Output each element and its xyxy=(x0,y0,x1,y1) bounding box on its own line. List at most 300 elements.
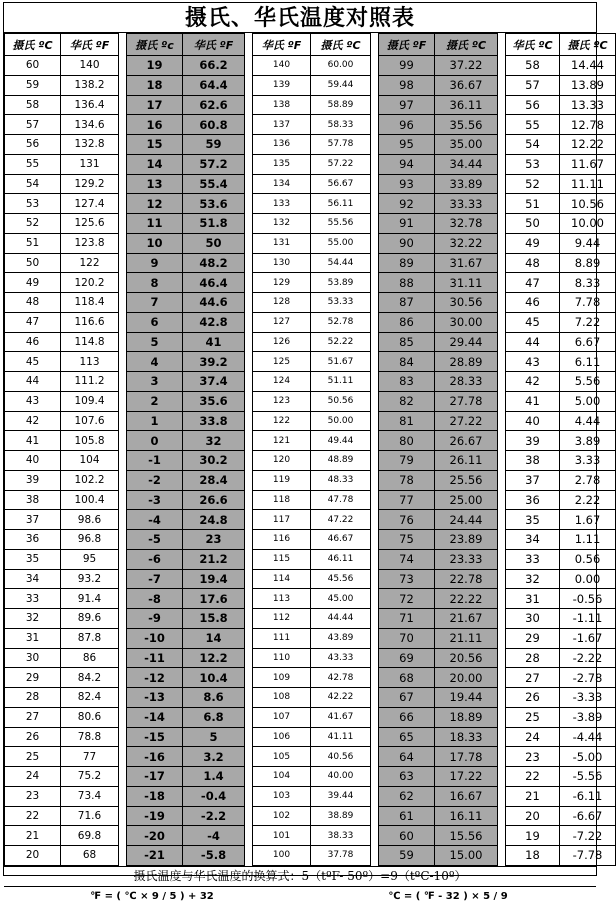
table-row xyxy=(5,451,616,471)
column-gap xyxy=(498,470,506,490)
table-cell: 56.67 xyxy=(311,174,371,194)
table-cell: 60 xyxy=(5,56,61,76)
table-cell: 30.2 xyxy=(183,451,245,471)
table-cell: 9 xyxy=(127,253,183,273)
table-cell: -6.67 xyxy=(560,806,616,826)
column-gap xyxy=(371,253,379,273)
table-cell: 61 xyxy=(379,806,435,826)
table-cell: 135 xyxy=(253,154,311,174)
column-gap xyxy=(245,451,253,471)
table-cell: 45.00 xyxy=(311,589,371,609)
column-gap xyxy=(498,154,506,174)
table-cell: 76 xyxy=(379,510,435,530)
column-header: 摄氏 ºF xyxy=(379,34,435,56)
table-cell: 0 xyxy=(127,431,183,451)
column-gap xyxy=(498,609,506,629)
table-cell: 2.22 xyxy=(560,490,616,510)
table-cell: 31.11 xyxy=(435,273,498,293)
column-gap xyxy=(371,56,379,76)
table-cell: 14 xyxy=(183,628,245,648)
table-cell: 140 xyxy=(61,56,119,76)
column-gap xyxy=(245,233,253,253)
table-cell: 59.44 xyxy=(311,75,371,95)
table-cell: 116.6 xyxy=(61,312,119,332)
table-cell: 22 xyxy=(506,767,560,787)
table-cell: 57 xyxy=(5,115,61,135)
column-gap xyxy=(245,312,253,332)
table-cell: 38.33 xyxy=(311,826,371,846)
column-gap xyxy=(245,549,253,569)
table-cell: 138 xyxy=(253,95,311,115)
table-row xyxy=(5,194,616,214)
column-gap xyxy=(245,727,253,747)
table-cell: 46.4 xyxy=(183,273,245,293)
table-row xyxy=(5,372,616,392)
table-cell: 27.78 xyxy=(435,391,498,411)
table-row xyxy=(5,174,616,194)
table-cell: 30.56 xyxy=(435,293,498,313)
column-gap xyxy=(119,470,127,490)
table-cell: 20 xyxy=(5,846,61,866)
table-row xyxy=(5,549,616,569)
column-gap xyxy=(245,767,253,787)
table-cell: -5.8 xyxy=(183,846,245,866)
formula-fahrenheit: ℉ = ( ℃ × 9 / 5 ) + 32 xyxy=(90,890,214,902)
table-cell: -2.78 xyxy=(560,668,616,688)
column-gap xyxy=(498,214,506,234)
table-row xyxy=(5,253,616,273)
column-gap xyxy=(245,135,253,155)
table-cell: 35 xyxy=(5,549,61,569)
table-cell: 33.89 xyxy=(435,174,498,194)
table-cell: -7.22 xyxy=(560,826,616,846)
table-cell: 46 xyxy=(506,293,560,313)
table-cell: 0.00 xyxy=(560,569,616,589)
column-gap xyxy=(371,470,379,490)
table-cell: 8.6 xyxy=(183,688,245,708)
table-cell: 53 xyxy=(506,154,560,174)
column-gap xyxy=(245,530,253,550)
table-cell: 52 xyxy=(506,174,560,194)
table-cell: 18 xyxy=(127,75,183,95)
column-gap xyxy=(498,826,506,846)
table-cell: 42 xyxy=(506,372,560,392)
column-gap xyxy=(119,451,127,471)
table-cell: -19 xyxy=(127,806,183,826)
table-cell: 11.67 xyxy=(560,154,616,174)
table-cell: 132.8 xyxy=(61,135,119,155)
table-row xyxy=(5,154,616,174)
table-cell: 73.4 xyxy=(61,786,119,806)
table-cell: 48 xyxy=(5,293,61,313)
table-row xyxy=(5,470,616,490)
table-cell: 39 xyxy=(5,470,61,490)
table-cell: 7.78 xyxy=(560,293,616,313)
table-cell: 43 xyxy=(506,352,560,372)
table-cell: 49 xyxy=(506,233,560,253)
table-cell: 131 xyxy=(61,154,119,174)
table-cell: 98.6 xyxy=(61,510,119,530)
column-gap xyxy=(119,628,127,648)
table-cell: 102 xyxy=(253,806,311,826)
table-cell: 11 xyxy=(127,214,183,234)
table-cell: 77 xyxy=(379,490,435,510)
table-cell: -6.11 xyxy=(560,786,616,806)
table-cell: 125.6 xyxy=(61,214,119,234)
table-cell: 48.33 xyxy=(311,470,371,490)
table-cell: 41.67 xyxy=(311,707,371,727)
table-cell: 46.11 xyxy=(311,549,371,569)
table-cell: 29 xyxy=(5,668,61,688)
column-gap xyxy=(245,846,253,866)
table-cell: 17.22 xyxy=(435,767,498,787)
table-cell: 10.00 xyxy=(560,214,616,234)
table-cell: -1 xyxy=(127,451,183,471)
table-cell: 120.2 xyxy=(61,273,119,293)
column-gap xyxy=(371,688,379,708)
table-cell: 84.2 xyxy=(61,668,119,688)
table-cell: 78.8 xyxy=(61,727,119,747)
table-cell: 60.00 xyxy=(311,56,371,76)
table-row xyxy=(5,332,616,352)
column-gap xyxy=(371,707,379,727)
table-cell: 67 xyxy=(379,688,435,708)
table-cell: 31 xyxy=(5,628,61,648)
table-cell: 8 xyxy=(127,273,183,293)
page-title: 摄氏、华氏温度对照表 xyxy=(4,3,596,33)
table-cell: 140 xyxy=(253,56,311,76)
column-gap xyxy=(498,411,506,431)
table-cell: 28 xyxy=(5,688,61,708)
table-row xyxy=(5,411,616,431)
table-cell: 28.89 xyxy=(435,352,498,372)
table-cell: -17 xyxy=(127,767,183,787)
table-cell: 33 xyxy=(5,589,61,609)
table-cell: 13.33 xyxy=(560,95,616,115)
table-cell: 57 xyxy=(506,75,560,95)
table-cell: 55.56 xyxy=(311,214,371,234)
table-cell: 20.56 xyxy=(435,648,498,668)
table-cell: 50.56 xyxy=(311,391,371,411)
table-cell: 138.2 xyxy=(61,75,119,95)
table-cell: -5 xyxy=(127,530,183,550)
column-gap xyxy=(119,312,127,332)
table-cell: 35.56 xyxy=(435,115,498,135)
table-cell: -1.11 xyxy=(560,609,616,629)
table-cell: 55 xyxy=(5,154,61,174)
column-gap xyxy=(498,767,506,787)
column-gap xyxy=(498,530,506,550)
column-gap xyxy=(371,589,379,609)
table-cell: 10 xyxy=(127,233,183,253)
table-cell: 19.4 xyxy=(183,569,245,589)
column-gap xyxy=(498,549,506,569)
table-cell: 53 xyxy=(5,194,61,214)
column-gap xyxy=(245,332,253,352)
formula-text: 摄氏温度与华氏温度的换算式：5（tºF- 50º）=9（tºC-10º） xyxy=(4,866,596,886)
column-gap xyxy=(498,352,506,372)
column-gap xyxy=(498,253,506,273)
table-cell: 58 xyxy=(506,56,560,76)
table-cell: 43.33 xyxy=(311,648,371,668)
column-gap xyxy=(119,846,127,866)
column-gap xyxy=(371,806,379,826)
table-cell: -10 xyxy=(127,628,183,648)
column-gap xyxy=(498,747,506,767)
column-gap xyxy=(371,332,379,352)
column-gap xyxy=(498,490,506,510)
table-cell: 15.8 xyxy=(183,609,245,629)
table-cell: 42.22 xyxy=(311,688,371,708)
column-gap xyxy=(245,391,253,411)
table-cell: 57.78 xyxy=(311,135,371,155)
table-cell: 46 xyxy=(5,332,61,352)
table-cell: 139 xyxy=(253,75,311,95)
column-gap xyxy=(119,668,127,688)
table-cell: -18 xyxy=(127,786,183,806)
table-cell: 134.6 xyxy=(61,115,119,135)
column-gap xyxy=(371,115,379,135)
table-cell: 98 xyxy=(379,75,435,95)
table-cell: 136.4 xyxy=(61,95,119,115)
table-cell: 37.78 xyxy=(311,846,371,866)
table-cell: 28 xyxy=(506,648,560,668)
table-cell: 18 xyxy=(506,846,560,866)
table-row xyxy=(5,826,616,846)
table-cell: 100.4 xyxy=(61,490,119,510)
column-gap xyxy=(119,727,127,747)
column-gap xyxy=(245,806,253,826)
table-cell: 107 xyxy=(253,707,311,727)
table-cell: -3.89 xyxy=(560,707,616,727)
table-cell: 47 xyxy=(5,312,61,332)
table-cell: 53.89 xyxy=(311,273,371,293)
table-row xyxy=(5,352,616,372)
table-cell: 5 xyxy=(127,332,183,352)
table-cell: 113 xyxy=(253,589,311,609)
table-cell: 40 xyxy=(5,451,61,471)
table-cell: 88 xyxy=(379,273,435,293)
table-cell: 52 xyxy=(5,214,61,234)
table-cell: 132 xyxy=(253,214,311,234)
table-cell: 109 xyxy=(253,668,311,688)
table-cell: 130 xyxy=(253,253,311,273)
table-cell: 63 xyxy=(379,767,435,787)
table-cell: 8.89 xyxy=(560,253,616,273)
table-cell: 4 xyxy=(127,352,183,372)
table-cell: 45.56 xyxy=(311,569,371,589)
table-cell: 18.89 xyxy=(435,707,498,727)
column-gap xyxy=(119,273,127,293)
table-cell: 1 xyxy=(127,411,183,431)
table-cell: 49 xyxy=(5,273,61,293)
column-gap xyxy=(498,688,506,708)
table-cell: 34 xyxy=(506,530,560,550)
table-cell: 23.89 xyxy=(435,530,498,550)
table-cell: 3.2 xyxy=(183,747,245,767)
table-cell: 36 xyxy=(5,530,61,550)
column-gap xyxy=(119,648,127,668)
table-cell: 12.78 xyxy=(560,115,616,135)
column-gap xyxy=(119,549,127,569)
table-cell: 41.11 xyxy=(311,727,371,747)
table-cell: 0.56 xyxy=(560,549,616,569)
table-cell: 1.67 xyxy=(560,510,616,530)
column-gap xyxy=(498,846,506,866)
table-cell: 33.8 xyxy=(183,411,245,431)
column-gap xyxy=(371,648,379,668)
column-gap xyxy=(119,826,127,846)
table-cell: 7 xyxy=(127,293,183,313)
table-cell: 95 xyxy=(379,135,435,155)
table-row xyxy=(5,727,616,747)
column-gap xyxy=(371,135,379,155)
table-cell: 12 xyxy=(127,194,183,214)
column-gap xyxy=(498,431,506,451)
table-cell: 46.67 xyxy=(311,530,371,550)
table-cell: 30 xyxy=(5,648,61,668)
table-cell: 38.89 xyxy=(311,806,371,826)
table-cell: -5.56 xyxy=(560,767,616,787)
table-cell: 64 xyxy=(379,747,435,767)
table-row xyxy=(5,75,616,95)
column-header: 华氏 ºF xyxy=(183,34,245,56)
table-cell: 52.78 xyxy=(311,312,371,332)
table-cell: 40.00 xyxy=(311,767,371,787)
table-cell: 36.11 xyxy=(435,95,498,115)
column-gap xyxy=(119,75,127,95)
column-gap xyxy=(245,431,253,451)
table-cell: 66 xyxy=(379,707,435,727)
table-cell: 56 xyxy=(5,135,61,155)
table-cell: 51 xyxy=(506,194,560,214)
column-gap xyxy=(498,332,506,352)
column-gap xyxy=(371,846,379,866)
table-row xyxy=(5,95,616,115)
table-cell: 56 xyxy=(506,95,560,115)
column-gap xyxy=(498,135,506,155)
table-cell: 123.8 xyxy=(61,233,119,253)
column-gap xyxy=(119,372,127,392)
column-gap xyxy=(245,648,253,668)
table-cell: 111 xyxy=(253,628,311,648)
table-cell: 14 xyxy=(127,154,183,174)
table-cell: -16 xyxy=(127,747,183,767)
column-header: 华氏 ºC xyxy=(506,34,560,56)
table-cell: -5.00 xyxy=(560,747,616,767)
table-cell: 64.4 xyxy=(183,75,245,95)
column-gap xyxy=(498,194,506,214)
table-cell: 80.6 xyxy=(61,707,119,727)
table-cell: 60 xyxy=(379,826,435,846)
table-cell: 83 xyxy=(379,372,435,392)
column-gap xyxy=(371,549,379,569)
column-gap xyxy=(119,352,127,372)
table-cell: 54 xyxy=(5,174,61,194)
table-cell: 80 xyxy=(379,431,435,451)
table-row xyxy=(5,609,616,629)
table-row xyxy=(5,668,616,688)
table-row xyxy=(5,648,616,668)
table-cell: 86 xyxy=(379,312,435,332)
table-cell: 105 xyxy=(253,747,311,767)
table-cell: 17 xyxy=(127,95,183,115)
table-cell: 6.8 xyxy=(183,707,245,727)
table-cell: 24 xyxy=(5,767,61,787)
table-cell: 93.2 xyxy=(61,569,119,589)
table-cell: -6 xyxy=(127,549,183,569)
table-cell: 58.33 xyxy=(311,115,371,135)
table-cell: 34 xyxy=(5,569,61,589)
column-gap xyxy=(371,431,379,451)
table-cell: 84 xyxy=(379,352,435,372)
table-cell: 50 xyxy=(5,253,61,273)
column-gap xyxy=(371,194,379,214)
table-cell: 68 xyxy=(61,846,119,866)
table-cell: 128 xyxy=(253,293,311,313)
table-cell: 89.6 xyxy=(61,609,119,629)
conversion-table xyxy=(4,33,616,866)
column-gap xyxy=(119,135,127,155)
table-cell: 39.2 xyxy=(183,352,245,372)
table-cell: 28.33 xyxy=(435,372,498,392)
table-cell: 21.2 xyxy=(183,549,245,569)
table-row xyxy=(5,490,616,510)
column-gap xyxy=(245,56,253,76)
table-cell: 42.8 xyxy=(183,312,245,332)
table-row xyxy=(5,115,616,135)
column-gap xyxy=(245,174,253,194)
header-row xyxy=(5,34,616,56)
table-cell: 36 xyxy=(506,490,560,510)
table-cell: 12.22 xyxy=(560,135,616,155)
table-cell: 24.44 xyxy=(435,510,498,530)
table-row xyxy=(5,589,616,609)
table-cell: 87.8 xyxy=(61,628,119,648)
table-row xyxy=(5,688,616,708)
table-cell: 33.33 xyxy=(435,194,498,214)
table-cell: -2 xyxy=(127,470,183,490)
table-cell: 40.56 xyxy=(311,747,371,767)
table-cell: 19 xyxy=(127,56,183,76)
column-gap xyxy=(498,233,506,253)
column-gap xyxy=(371,786,379,806)
table-row xyxy=(5,391,616,411)
table-cell: 48.2 xyxy=(183,253,245,273)
table-cell: 45 xyxy=(5,352,61,372)
table-cell: -11 xyxy=(127,648,183,668)
column-gap xyxy=(119,806,127,826)
table-cell: 108 xyxy=(253,688,311,708)
table-cell: 51 xyxy=(5,233,61,253)
table-cell: 32.78 xyxy=(435,214,498,234)
table-cell: 109.4 xyxy=(61,391,119,411)
column-gap xyxy=(119,490,127,510)
table-cell: 43 xyxy=(5,391,61,411)
table-cell: 4.44 xyxy=(560,411,616,431)
table-cell: 96 xyxy=(379,115,435,135)
table-cell: 33 xyxy=(506,549,560,569)
table-cell: 123 xyxy=(253,391,311,411)
column-gap xyxy=(371,352,379,372)
column-header: 摄氏 ºC xyxy=(311,34,371,56)
table-cell: 37 xyxy=(5,510,61,530)
column-gap xyxy=(498,391,506,411)
column-gap xyxy=(119,688,127,708)
column-gap xyxy=(371,391,379,411)
column-gap xyxy=(498,75,506,95)
table-cell: 32 xyxy=(506,569,560,589)
